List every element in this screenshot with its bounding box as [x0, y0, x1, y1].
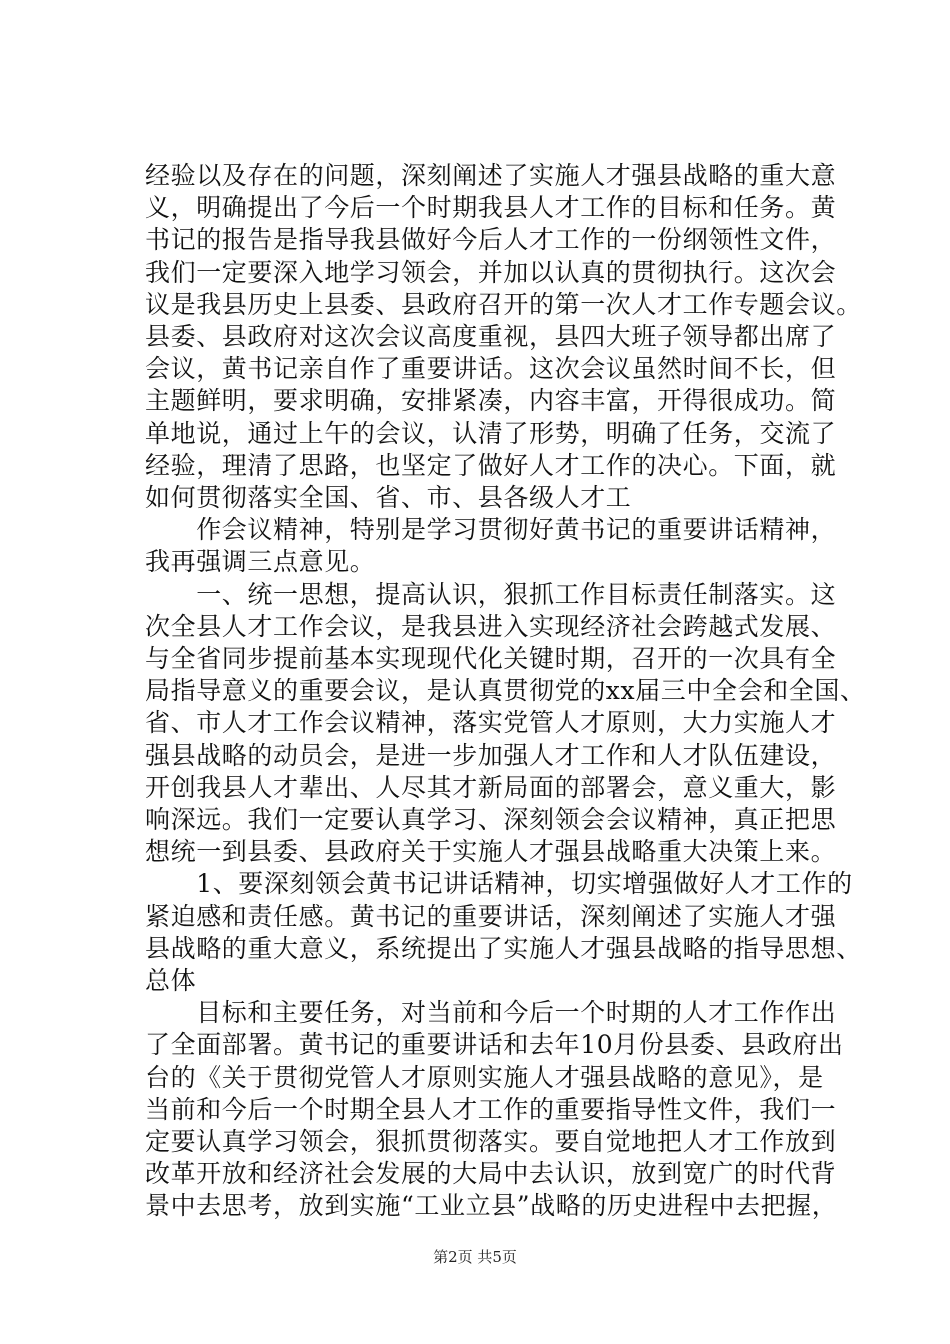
body-text-line: 强县战略的动员会，是进一步加强人才工作和人才队伍建设，	[145, 741, 837, 770]
body-text-line: 作会议精神，特别是学习贯彻好黄书记的重要讲话精神，	[145, 515, 837, 544]
body-text-line: 想统一到县委、县政府关于实施人才强县战略重大决策上来。	[145, 837, 837, 866]
body-text-line: 单地说，通过上午的会议，认清了形势，明确了任务，交流了	[145, 419, 837, 448]
body-text-line: 书记的报告是指导我县做好今后人才工作的一份纲领性文件，	[145, 225, 837, 254]
body-text-line: 局指导意义的重要会议，是认真贯彻党的xx届三中全会和全国、	[145, 676, 866, 705]
body-text-line: 会议，黄书记亲自作了重要讲话。这次会议虽然时间不长，但	[145, 354, 837, 383]
body-text-line: 议是我县历史上县委、县政府召开的第一次人才工作专题会议。	[145, 290, 862, 319]
body-text-line: 县委、县政府对这次会议高度重视，县四大班子领导都出席了	[145, 322, 837, 351]
body-text-line: 主题鲜明，要求明确，安排紧凑，内容丰富，开得很成功。简	[145, 386, 837, 415]
body-text-line: 次全县人才工作会议，是我县进入实现经济社会跨越式发展、	[145, 612, 837, 641]
body-text-line: 县战略的重大意义，系统提出了实施人才强县战略的指导思想、	[145, 934, 862, 963]
body-text-line: 经验，理清了思路，也坚定了做好人才工作的决心。下面，就	[145, 451, 837, 480]
page-footer: 第2页 共5页	[433, 1248, 517, 1266]
body-text-line: 一、统一思想，提高认识，狠抓工作目标责任制落实。这	[145, 580, 837, 609]
body-text-line: 与全省同步提前基本实现现代化关键时期，召开的一次具有全	[145, 644, 837, 673]
body-text-line: 目标和主要任务，对当前和今后一个时期的人才工作作出	[145, 998, 837, 1027]
body-text-line: 开创我县人才辈出、人尽其才新局面的部署会，意义重大，影	[145, 773, 837, 802]
body-text-line: 台的《关于贯彻党管人才原则实施人才强县战略的意见》，是	[145, 1063, 824, 1092]
body-text-line: 响深远。我们一定要认真学习、深刻领会会议精神，真正把思	[145, 805, 837, 834]
body-text-line: 如何贯彻落实全国、省、市、县各级人才工	[145, 483, 632, 512]
body-text-line: 1、要深刻领会黄书记讲话精神，切实增强做好人才工作的	[145, 869, 853, 898]
body-text-line: 省、市人才工作会议精神，落实党管人才原则，大力实施人才	[145, 708, 837, 737]
body-text-line: 当前和今后一个时期全县人才工作的重要指导性文件，我们一	[145, 1095, 837, 1124]
body-text-line: 经验以及存在的问题，深刻阐述了实施人才强县战略的重大意	[145, 161, 837, 190]
body-text-line: 定要认真学习领会，狠抓贯彻落实。要自觉地把人才工作放到	[145, 1127, 837, 1156]
body-text-line: 景中去思考，放到实施“工业立县”战略的历史进程中去把握，	[145, 1191, 838, 1220]
body-text-line: 紧迫感和责任感。黄书记的重要讲话，深刻阐述了实施人才强	[145, 902, 837, 931]
body-text-line: 改革开放和经济社会发展的大局中去认识，放到宽广的时代背	[145, 1159, 837, 1188]
body-text-line: 我们一定要深入地学习领会，并加以认真的贯彻执行。这次会	[145, 258, 837, 287]
body-text-line: 我再强调三点意见。	[145, 547, 376, 576]
body-text-line: 了全面部署。黄书记的重要讲话和去年10月份县委、县政府出	[145, 1030, 844, 1059]
body-text-line: 义，明确提出了今后一个时期我县人才工作的目标和任务。黄	[145, 193, 837, 222]
body-text-line: 总体	[145, 966, 197, 995]
